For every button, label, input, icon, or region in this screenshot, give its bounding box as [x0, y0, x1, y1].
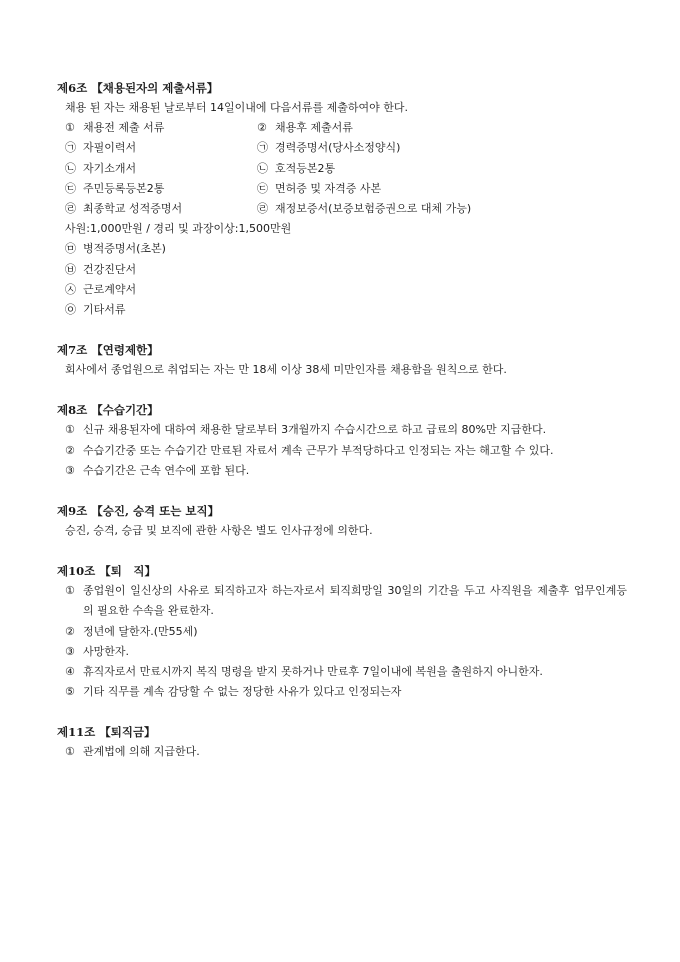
article-7-title: 제7조 【연령제한】	[57, 343, 159, 358]
article-10	[57, 561, 627, 702]
list-mark: ㉡	[257, 161, 268, 175]
list-item-text: 면허증 및 자격증 사본	[275, 181, 382, 195]
list-item-text: 정년에 달한자.(만55세)	[83, 624, 198, 638]
list-item	[257, 138, 627, 158]
list-mark: ③	[65, 644, 75, 658]
article-11	[57, 722, 627, 762]
list-item	[57, 280, 627, 300]
article-6-docs-row	[57, 138, 627, 158]
list-head-after-hire	[257, 118, 627, 138]
list-item-text: 기타 직무를 계속 감당할 수 없는 정당한 사유가 있다고 인정되는자	[83, 685, 402, 699]
list-item-text: 종업원이 일신상의 사유로 퇴직하고자 하는자로서 퇴직희망일 30일의 기간을 두고 사직원을 제출후 업무인계등 의 필요한 수속을 완료한자.	[83, 584, 627, 618]
article-8	[57, 400, 627, 481]
article-6-list-heads	[57, 118, 627, 138]
list-mark: ㉠	[257, 141, 268, 155]
article-10-title: 제10조 【퇴 직】	[57, 564, 156, 579]
list-mark: ㉣	[257, 202, 268, 216]
list-item-text: 수습기간은 근속 연수에 포함 된다.	[83, 463, 250, 477]
list-item	[65, 199, 257, 219]
list-mark: ㉥	[65, 262, 76, 276]
list-item	[57, 260, 627, 280]
list-item-text: 수습기간중 또는 수습기간 만료된 자료서 계속 근무가 부적당하다고 인정되는 자는 해고할 수 있다.	[83, 443, 554, 457]
list-item	[257, 159, 627, 179]
article-6-title: 제6조 【채용된자의 제출서류】	[57, 81, 219, 95]
list-item	[57, 742, 627, 762]
list-item-text: 기타서류	[83, 303, 126, 317]
section-gap	[57, 320, 627, 340]
list-item	[57, 420, 627, 440]
document-page	[57, 78, 627, 763]
list-mark: ②	[65, 443, 75, 457]
article-6-docs-row	[57, 159, 627, 179]
list-mark: ②	[257, 121, 267, 135]
list-mark: ㉣	[65, 202, 76, 216]
list-mark: ③	[65, 463, 75, 477]
list-mark: ㉧	[65, 303, 76, 317]
article-6-docs-row	[57, 179, 627, 199]
list-head-text: 채용후 제출서류	[275, 121, 353, 135]
list-mark: ㉡	[65, 161, 76, 175]
list-mark: ⑤	[65, 685, 75, 699]
article-6-docs-row	[57, 199, 627, 219]
list-item-text: 신규 채용된자에 대하여 채용한 달로부터 3개월까지 수습시간으로 하고 급료의 80%만 지급한다.	[83, 423, 547, 437]
list-item	[257, 179, 627, 199]
list-item-text: 경력증명서(당사소정양식)	[275, 141, 401, 155]
list-mark: ㉦	[65, 282, 76, 296]
article-9-title: 제9조 【승진, 승격 또는 보직】	[57, 504, 220, 519]
article-6-intro: 채용 된 자는 채용된 날로부터 14일이내에 다음서류를 제출하여야 한다.	[65, 101, 408, 114]
list-mark: ㉤	[65, 242, 76, 256]
list-item-text: 근로계약서	[83, 282, 137, 296]
list-mark: ①	[65, 745, 75, 759]
list-mark: ④	[65, 665, 75, 679]
list-mark: ①	[65, 584, 75, 598]
list-item-text: 자필이력서	[83, 141, 137, 155]
list-mark: ①	[65, 121, 75, 135]
article-8-title: 제8조 【수습기간】	[57, 403, 159, 418]
article-11-title: 제11조 【퇴직금】	[57, 725, 156, 740]
section-gap	[57, 380, 627, 400]
list-item	[57, 300, 627, 320]
list-item-text: 휴직자로서 만료시까지 복직 명령을 받지 못하거나 만료후 7일이내에 복원을 출원하지 아니한자.	[83, 665, 543, 679]
section-gap	[57, 541, 627, 561]
article-9	[57, 501, 627, 541]
section-gap	[57, 481, 627, 501]
list-item	[57, 662, 627, 682]
list-item-text: 주민등록등본2통	[83, 181, 165, 195]
article-9-body: 승진, 승격, 승급 및 보직에 관한 사항은 별도 인사규정에 의한다.	[65, 524, 373, 538]
list-item	[57, 581, 627, 621]
list-item	[57, 642, 627, 662]
list-item	[57, 441, 627, 461]
list-head-before-hire	[65, 118, 257, 138]
list-item	[57, 239, 627, 259]
list-item-text: 건강진단서	[83, 262, 137, 276]
list-item-text: 자기소개서	[83, 161, 137, 175]
article-7	[57, 340, 627, 380]
list-item-text: 최종학교 성적증명서	[83, 202, 183, 216]
section-gap	[57, 702, 627, 722]
list-item	[57, 461, 627, 481]
list-head-text: 채용전 제출 서류	[83, 121, 165, 135]
guarantee-amount-note: 사원:1,000만원 / 경리 및 과장이상:1,500만원	[65, 222, 292, 236]
list-item	[65, 159, 257, 179]
list-item-text: 재정보증서(보증보험증권으로 대체 가능)	[275, 202, 472, 216]
list-item	[57, 682, 627, 702]
list-item-text: 관계법에 의해 지급한다.	[83, 745, 200, 759]
list-mark: ㉠	[65, 141, 76, 155]
article-7-body: 회사에서 종업원으로 취업되는 자는 만 18세 이상 38세 미만인자를 채용함을 원칙으로 한다.	[65, 363, 507, 377]
list-item	[65, 138, 257, 158]
list-mark: ②	[65, 624, 75, 638]
list-item-text: 병적증명서(초본)	[83, 242, 166, 256]
list-item-text: 사망한자.	[83, 644, 130, 658]
list-item	[57, 622, 627, 642]
list-item-text: 호적등본2통	[275, 161, 336, 175]
article-6	[57, 78, 627, 320]
list-item	[65, 179, 257, 199]
list-mark: ㉢	[65, 181, 76, 195]
list-mark: ㉢	[257, 181, 268, 195]
list-item	[257, 199, 627, 219]
list-mark: ①	[65, 423, 75, 437]
